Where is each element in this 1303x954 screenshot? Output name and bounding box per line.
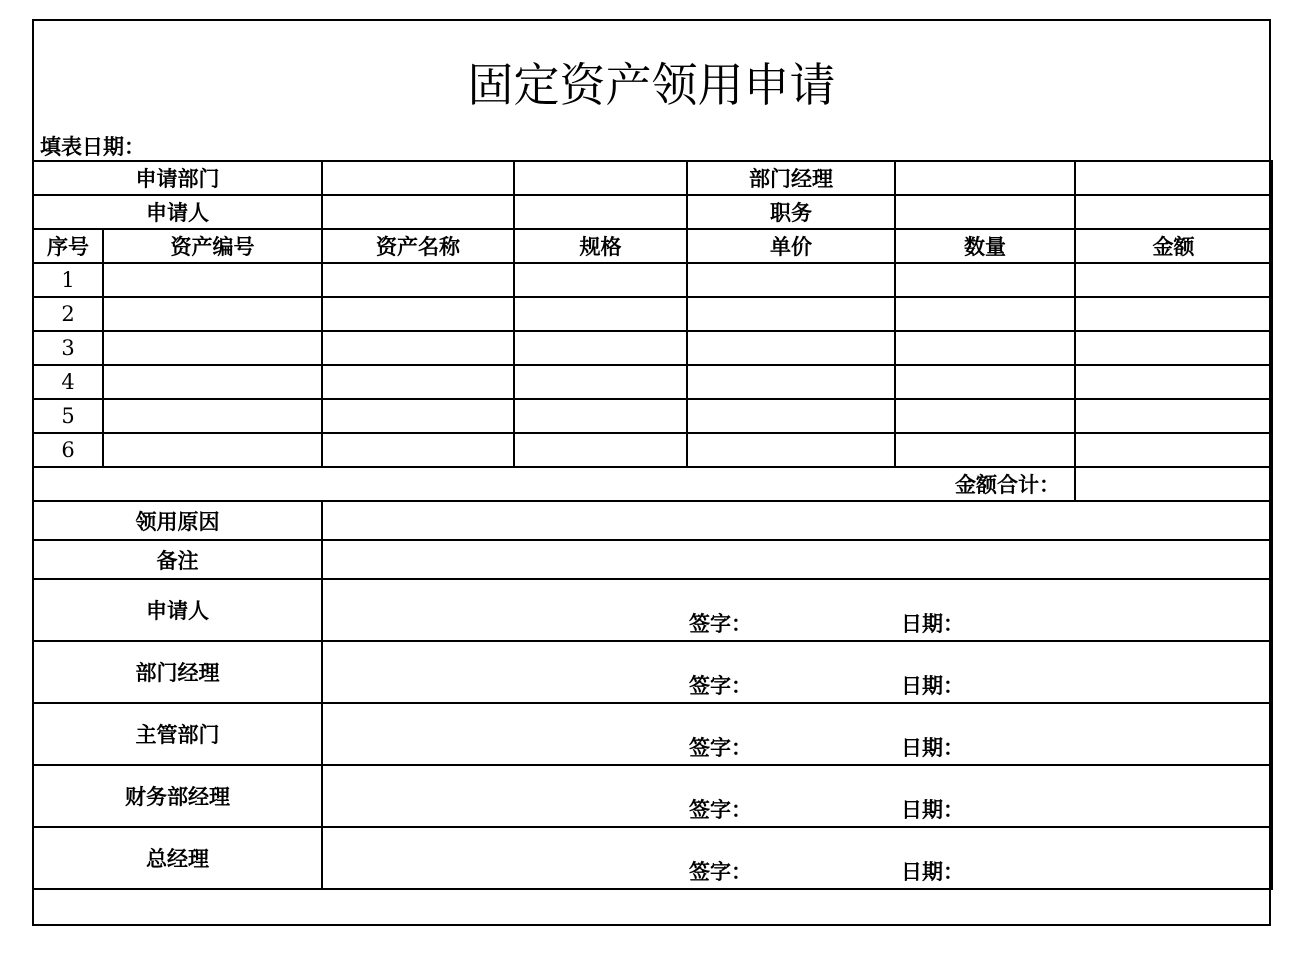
- unit-price-cell[interactable]: [687, 263, 895, 297]
- table-row: [33, 433, 1272, 467]
- total-value-cell[interactable]: [1075, 467, 1272, 501]
- row-number: 6: [33, 433, 103, 467]
- asset-code-cell[interactable]: [103, 263, 322, 297]
- fill-date-label: 填表日期：: [40, 135, 145, 159]
- date-label: 日期：: [901, 736, 964, 760]
- asset-name-cell[interactable]: [322, 399, 514, 433]
- col-header-asset-code: 资产编号: [103, 229, 322, 263]
- approval-role-label: 部门经理: [33, 641, 322, 703]
- department-extra-cell[interactable]: [514, 161, 687, 195]
- col-header-asset-name: 资产名称: [322, 229, 514, 263]
- asset-code-cell[interactable]: [103, 297, 322, 331]
- position-value-cell[interactable]: [895, 195, 1075, 229]
- approval-sign-cell[interactable]: [322, 703, 1272, 765]
- date-label: 日期：: [901, 674, 964, 698]
- unit-price-cell[interactable]: [687, 365, 895, 399]
- quantity-cell[interactable]: [895, 365, 1075, 399]
- approval-sign-cell[interactable]: [322, 765, 1272, 827]
- approval-row: [33, 641, 1272, 703]
- amount-cell[interactable]: [1075, 263, 1272, 297]
- quantity-cell[interactable]: [895, 331, 1075, 365]
- row-number: 1: [33, 263, 103, 297]
- sign-label: 签字：: [689, 798, 752, 822]
- unit-price-cell[interactable]: [687, 297, 895, 331]
- approval-sign-cell[interactable]: [322, 827, 1272, 889]
- unit-price-cell[interactable]: [687, 399, 895, 433]
- remark-value-cell[interactable]: [322, 540, 1272, 579]
- approval-row: [33, 703, 1272, 765]
- remark-label: 备注: [33, 540, 322, 579]
- row-number: 3: [33, 331, 103, 365]
- col-header-spec: 规格: [514, 229, 687, 263]
- col-header-index: 序号: [33, 229, 103, 263]
- col-header-quantity: 数量: [895, 229, 1075, 263]
- department-label: 申请部门: [33, 161, 322, 195]
- asset-name-cell[interactable]: [322, 331, 514, 365]
- approval-row: [33, 827, 1272, 889]
- date-label: 日期：: [901, 612, 964, 636]
- department-row: [33, 161, 1272, 195]
- approval-sign-cell[interactable]: [322, 641, 1272, 703]
- asset-name-cell[interactable]: [322, 263, 514, 297]
- table-row: [33, 297, 1272, 331]
- sign-label: 签字：: [689, 612, 752, 636]
- amount-cell[interactable]: [1075, 331, 1272, 365]
- asset-code-cell[interactable]: [103, 331, 322, 365]
- table-row: [33, 399, 1272, 433]
- applicant-extra-cell[interactable]: [514, 195, 687, 229]
- manager-label: 部门经理: [687, 161, 895, 195]
- asset-request-table: [32, 160, 1273, 890]
- col-header-amount: 金额: [1075, 229, 1272, 263]
- unit-price-cell[interactable]: [687, 331, 895, 365]
- spec-cell[interactable]: [514, 433, 687, 467]
- reason-row: [33, 501, 1272, 540]
- form-title: 固定资产领用申请: [467, 58, 836, 112]
- row-number: 4: [33, 365, 103, 399]
- unit-price-cell[interactable]: [687, 433, 895, 467]
- total-row: [33, 467, 1272, 501]
- spec-cell[interactable]: [514, 365, 687, 399]
- spec-cell[interactable]: [514, 399, 687, 433]
- position-label: 职务: [687, 195, 895, 229]
- asset-code-cell[interactable]: [103, 399, 322, 433]
- amount-cell[interactable]: [1075, 399, 1272, 433]
- asset-code-cell[interactable]: [103, 365, 322, 399]
- spec-cell[interactable]: [514, 331, 687, 365]
- manager-extra-cell[interactable]: [1075, 161, 1272, 195]
- quantity-cell[interactable]: [895, 399, 1075, 433]
- form-sheet: [32, 19, 1271, 926]
- amount-cell[interactable]: [1075, 365, 1272, 399]
- approval-row: [33, 765, 1272, 827]
- manager-value-cell[interactable]: [895, 161, 1075, 195]
- table-row: [33, 331, 1272, 365]
- asset-name-cell[interactable]: [322, 297, 514, 331]
- asset-code-cell[interactable]: [103, 433, 322, 467]
- quantity-cell[interactable]: [895, 297, 1075, 331]
- approval-row: [33, 579, 1272, 641]
- quantity-cell[interactable]: [895, 433, 1075, 467]
- asset-name-cell[interactable]: [322, 365, 514, 399]
- sign-label: 签字：: [689, 674, 752, 698]
- amount-cell[interactable]: [1075, 297, 1272, 331]
- approval-role-label: 申请人: [33, 579, 322, 641]
- approval-role-label: 财务部经理: [33, 765, 322, 827]
- row-number: 5: [33, 399, 103, 433]
- asset-name-cell[interactable]: [322, 433, 514, 467]
- sign-label: 签字：: [689, 860, 752, 884]
- column-header-row: [33, 229, 1272, 263]
- table-row: [33, 263, 1272, 297]
- col-header-unit-price: 单价: [687, 229, 895, 263]
- reason-value-cell[interactable]: [322, 501, 1272, 540]
- applicant-label: 申请人: [33, 195, 322, 229]
- approval-role-label: 主管部门: [33, 703, 322, 765]
- spec-cell[interactable]: [514, 297, 687, 331]
- reason-label: 领用原因: [33, 501, 322, 540]
- date-label: 日期：: [901, 798, 964, 822]
- approval-sign-cell[interactable]: [322, 579, 1272, 641]
- applicant-value-cell[interactable]: [322, 195, 514, 229]
- applicant-row: [33, 195, 1272, 229]
- total-label: 金额合计：: [33, 467, 1075, 501]
- department-value-cell[interactable]: [322, 161, 514, 195]
- spec-cell[interactable]: [514, 263, 687, 297]
- sign-label: 签字：: [689, 736, 752, 760]
- position-extra-cell[interactable]: [1075, 195, 1272, 229]
- row-number: 2: [33, 297, 103, 331]
- amount-cell[interactable]: [1075, 433, 1272, 467]
- quantity-cell[interactable]: [895, 263, 1075, 297]
- approval-role-label: 总经理: [33, 827, 322, 889]
- table-row: [33, 365, 1272, 399]
- remark-row: [33, 540, 1272, 579]
- date-label: 日期：: [901, 860, 964, 884]
